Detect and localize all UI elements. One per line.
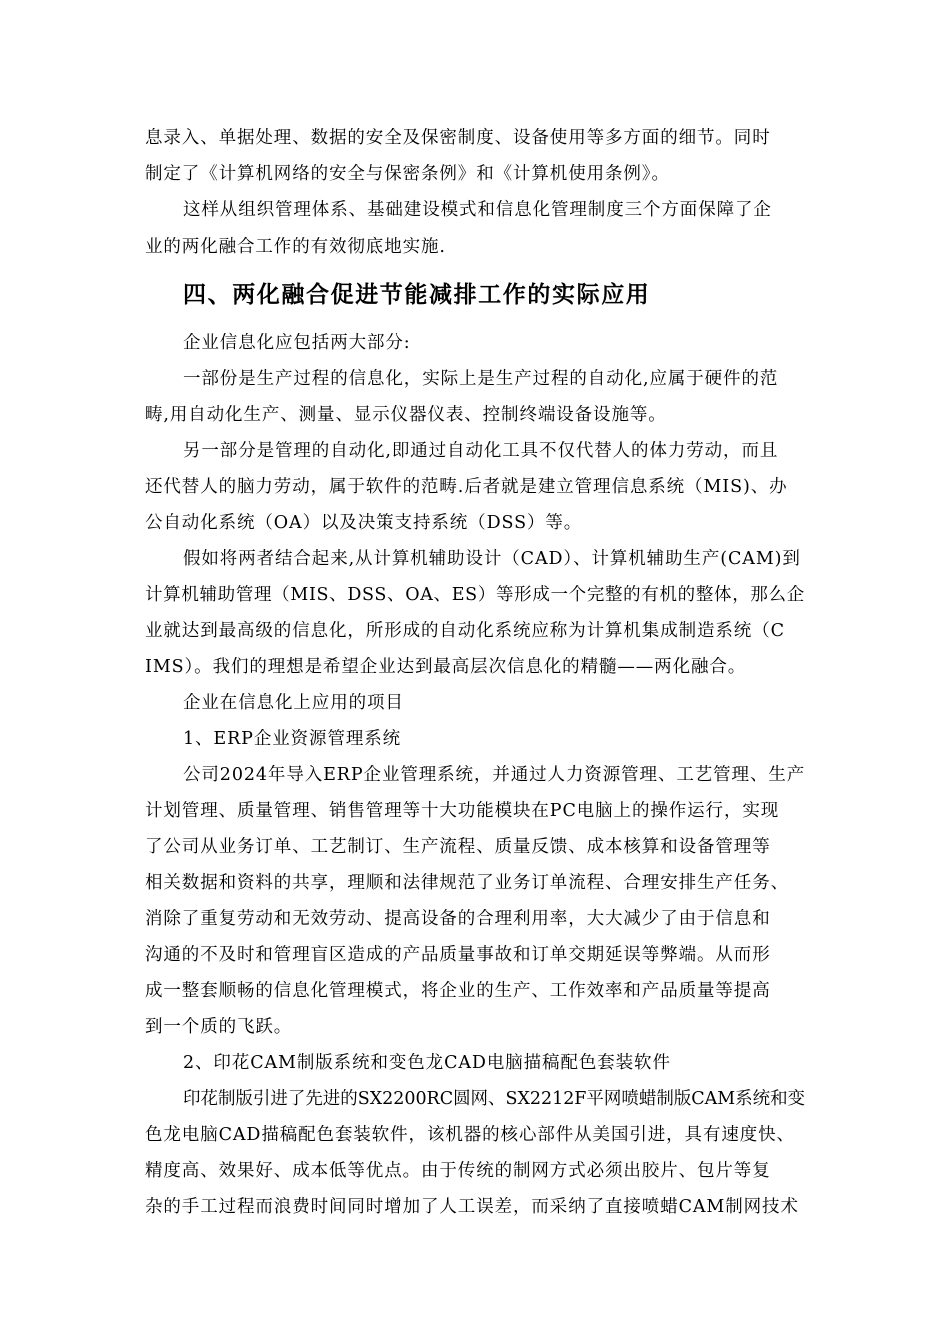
text-line: 畴,用自动化生产、测量、显示仪器仪表、控制终端设备设施等。 [145, 405, 667, 425]
text-line: 一部份是生产过程的信息化，实际上是生产过程的自动化,应属于硬件的范 [183, 369, 779, 389]
text-line: 业就达到最高级的信息化，所形成的自动化系统应称为计算机集成制造系统（C [145, 621, 785, 641]
text-line: 沟通的不及时和管理盲区造成的产品质量事故和订单交期延误等弊端。从而形 [145, 945, 771, 965]
text-line: 1、ERP企业资源管理系统 [183, 729, 402, 749]
text-line: 另一部分是管理的自动化,即通过自动化工具不仅代替人的体力劳动，而且 [183, 441, 779, 461]
text-line: 这样从组织管理体系、基础建设模式和信息化管理制度三个方面保障了企 [183, 200, 772, 220]
text-line: 制定了《计算机网络的安全与保密条例》和《计算机使用条例》。 [145, 164, 670, 184]
text-line: 成一整套顺畅的信息化管理模式，将企业的生产、工作效率和产品质量等提高 [145, 981, 771, 1001]
text-line: 了公司从业务订单、工艺制订、生产流程、质量反馈、成本核算和设备管理等 [145, 837, 771, 857]
text-line: 2、印花CAM制版系统和变色龙CAD电脑描稿配色套装软件 [183, 1053, 671, 1073]
section-heading: 四、两化融合促进节能减排工作的实际应用 [183, 282, 651, 308]
text-line: 消除了重复劳动和无效劳动、提高设备的合理利用率，大大减少了由于信息和 [145, 909, 771, 929]
text-line: 印花制版引进了先进的SX2200RC圆网、SX2212F平网喷蜡制版CAM系统和变 [183, 1089, 806, 1109]
text-line: 杂的手工过程而浪费时间同时增加了人工误差，而采纳了直接喷蜡CAM制网技术 [145, 1197, 799, 1217]
text-line: 色龙电脑CAD描稿配色套装软件，该机器的核心部件从美国引进，具有速度快、 [145, 1125, 795, 1145]
text-line: 到一个质的飞跃。 [145, 1017, 293, 1037]
text-line: 相关数据和资料的共享，理顺和法律规范了业务订单流程、合理安排生产任务、 [145, 873, 789, 893]
text-line: 公司2024年导入ERP企业管理系统，并通过人力资源管理、工艺管理、生产 [183, 765, 806, 785]
text-line: 企业在信息化上应用的项目 [183, 693, 404, 713]
text-line: 企业信息化应包括两大部分: [183, 333, 411, 353]
text-line: 计划管理、质量管理、销售管理等十大功能模块在PC电脑上的操作运行，实现 [145, 801, 780, 821]
text-line: 假如将两者结合起来,从计算机辅助设计（CAD）、计算机辅助生产(CAM)到 [183, 549, 801, 569]
text-line: 公自动化系统（OA）以及决策支持系统（DSS）等。 [145, 513, 583, 533]
text-line: 息录入、单据处理、数据的安全及保密制度、设备使用等多方面的细节。同时 [145, 128, 771, 148]
text-line: 计算机辅助管理（MIS、DSS、OA、ES）等形成一个完整的有机的整体，那么企 [145, 585, 805, 605]
text-line: 精度高、效果好、成本低等优点。由于传统的制网方式必须出胶片、包片等复 [145, 1161, 771, 1181]
text-line: 还代替人的脑力劳动，属于软件的范畴.后者就是建立管理信息系统（MIS)、办 [145, 477, 788, 497]
text-line: IMS）。我们的理想是希望企业达到最高层次信息化的精髓——两化融合。 [145, 657, 747, 677]
text-line: 业的两化融合工作的有效彻底地实施. [145, 237, 446, 257]
